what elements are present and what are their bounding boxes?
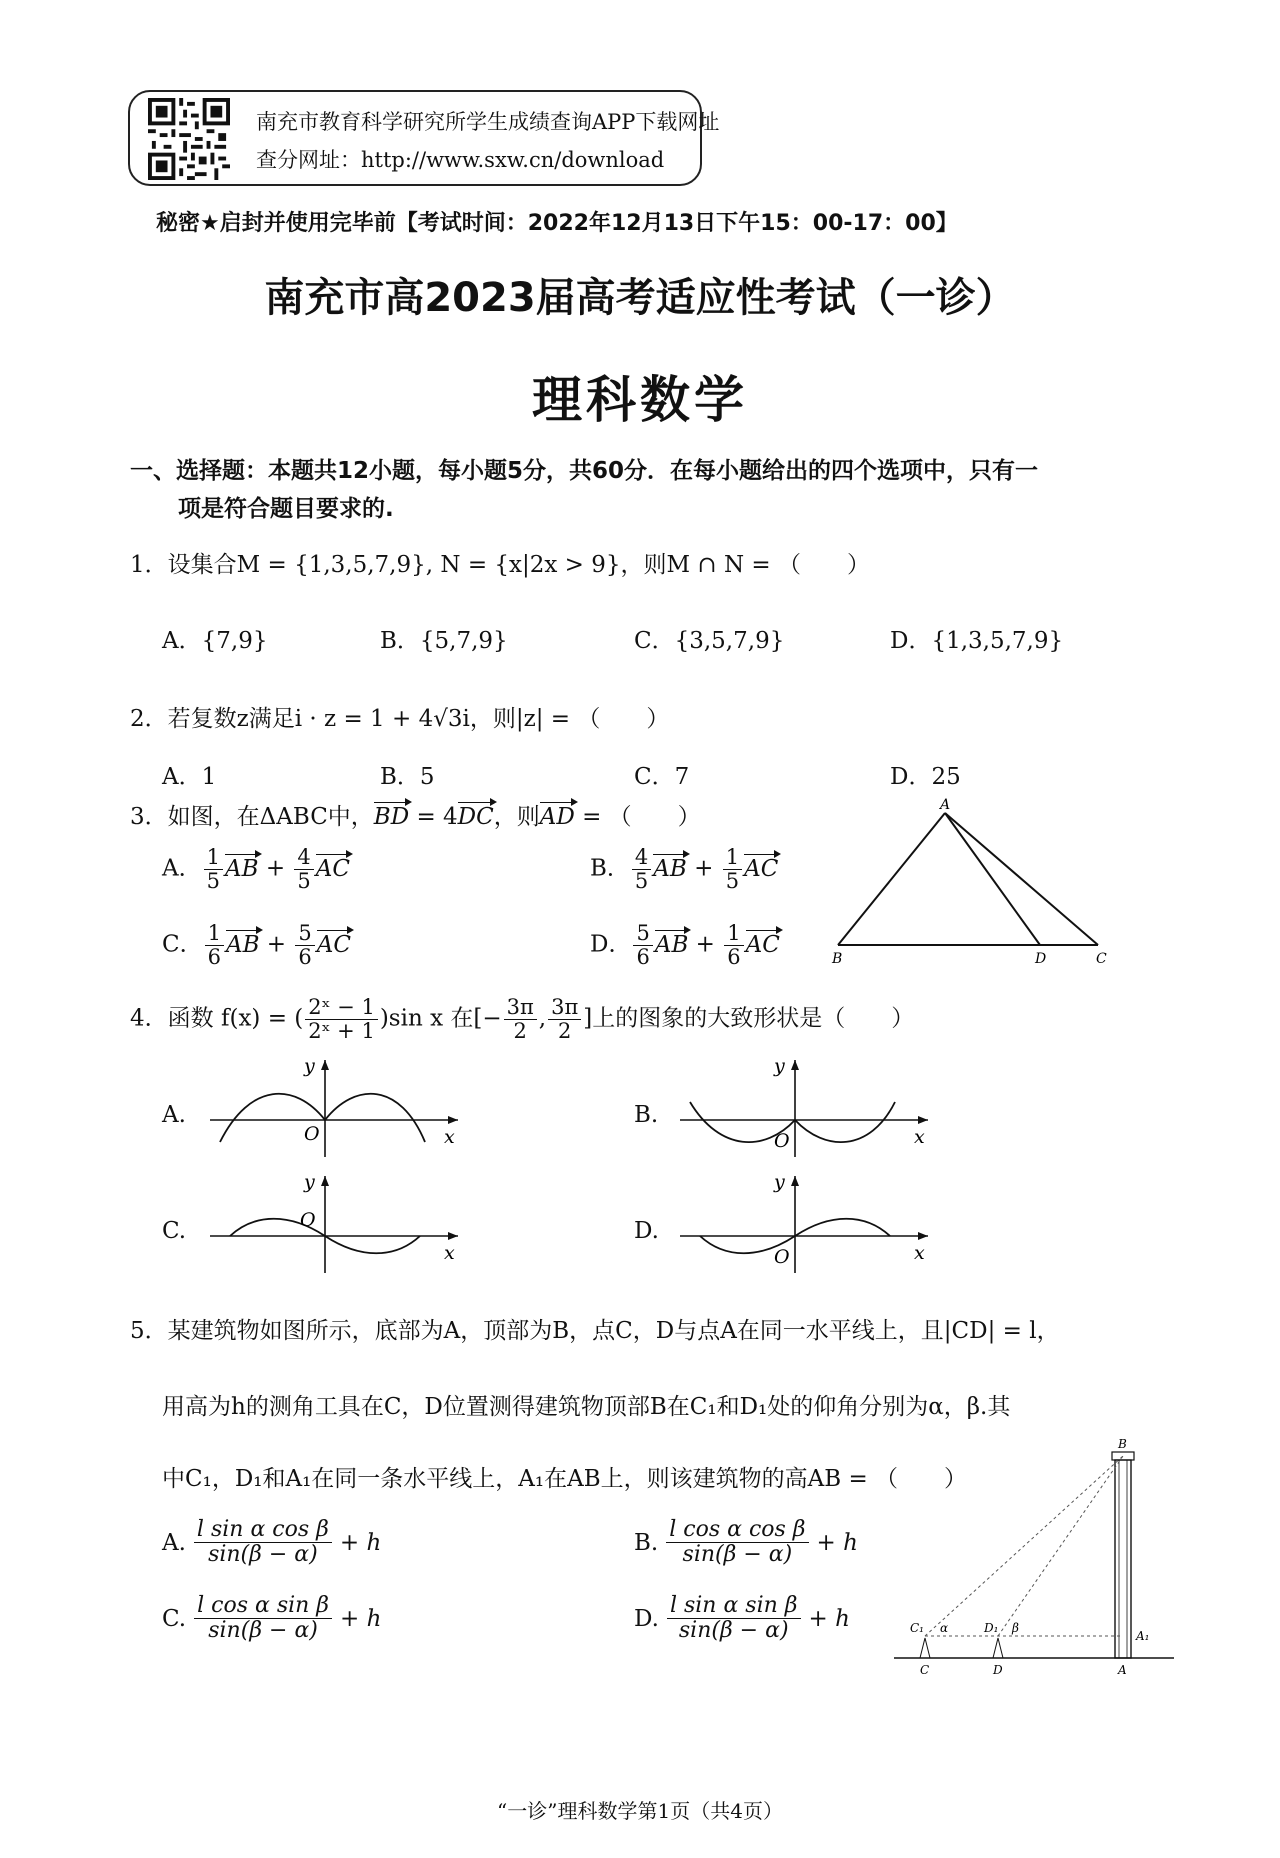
frac-den: 2ˣ + 1 — [308, 1019, 375, 1044]
curve — [220, 1094, 425, 1142]
building-figure — [890, 1436, 1180, 1686]
q3-option-b: B． $\frac{4}{5}$ AB + $\frac{1}{5}$ AC — [590, 845, 779, 894]
frac-num: 3π — [504, 996, 537, 1020]
frac-den: sin(β − α) — [682, 1542, 793, 1568]
frac-num: 4 — [294, 846, 313, 870]
label-d1: D₁ — [984, 1621, 999, 1635]
question-text-part: , — [538, 1005, 547, 1032]
question-1 — [130, 546, 870, 579]
frac-num: 1 — [724, 922, 743, 946]
coef-fraction — [723, 846, 742, 893]
q5-option-c — [162, 1594, 381, 1643]
q1-option-c: C．{3,5,7,9} — [634, 628, 785, 654]
question-number: 3． — [130, 804, 168, 830]
header-url-line: 查分网址：http://www.sxw.cn/download — [256, 148, 665, 172]
tool-at-d — [993, 1638, 1003, 1658]
question-number: 4． — [130, 1005, 168, 1032]
q4-graph-c — [200, 1168, 470, 1278]
y-axis-arrow — [321, 1060, 329, 1070]
option-letter: A. — [162, 1529, 186, 1556]
origin-label: O — [300, 1209, 316, 1231]
y-label: y — [774, 1171, 785, 1193]
option-letter: D． — [590, 931, 632, 958]
label-a: A — [940, 797, 951, 813]
q3-option-a: A． $\frac{1}{5}$ AB + $\frac{4}{5}$ AC — [162, 845, 351, 894]
option-tail: + h — [340, 1605, 382, 1632]
exam-title: 南充市高2023届高考适应性考试（一诊） — [264, 275, 1016, 321]
segment-ad — [945, 813, 1040, 945]
vector-ac: AC — [745, 931, 780, 958]
question-text: 某建筑物如图所示，底部为A，顶部为B，点C，D与点A在同一水平线上，且|CD| = l， — [167, 1318, 1060, 1344]
option-letter: C. — [162, 1605, 187, 1632]
vector-dc: DC — [457, 804, 494, 830]
y-axis-arrow — [321, 1176, 329, 1186]
coef-fraction — [633, 922, 652, 969]
label-c: C — [1096, 951, 1107, 965]
x-label: x — [914, 1126, 925, 1148]
coef-fraction — [204, 846, 223, 893]
label-c1: C₁ — [910, 1621, 924, 1635]
option-tail: + h — [339, 1529, 382, 1556]
triangle-figure — [820, 795, 1110, 965]
label-a: A — [1118, 1663, 1127, 1677]
answer-fraction — [194, 1518, 332, 1567]
q4-graph-d — [670, 1168, 940, 1278]
q4-option-a-label: A. — [162, 1102, 186, 1128]
segment-ac — [945, 813, 1098, 945]
x-label: x — [444, 1242, 455, 1264]
frac-num: 1 — [205, 922, 224, 946]
q5-option-a — [162, 1518, 381, 1567]
question-text-part: ]上的图象的大致形状是（ ） — [583, 1005, 915, 1032]
frac-den: sin(β − α) — [208, 1618, 318, 1644]
section-heading-line2: 项是符合题目要求的. — [178, 496, 394, 522]
frac-den: 5 — [206, 869, 220, 894]
frac-num: 5 — [633, 922, 652, 946]
q2-option-c: C．7 — [634, 764, 690, 790]
q5-option-b — [634, 1518, 858, 1567]
coef-fraction — [632, 846, 651, 893]
frac-den: 2 — [513, 1019, 527, 1044]
q4-graph-b — [670, 1052, 940, 1162]
x-label: x — [914, 1242, 925, 1264]
frac-den: 6 — [207, 945, 221, 970]
label-c: C — [920, 1663, 930, 1677]
question-5-line1 — [130, 1312, 1060, 1345]
frac-den: sin(β − α) — [678, 1618, 789, 1644]
q5-option-d — [634, 1594, 850, 1643]
q4-option-c-label: C. — [162, 1218, 187, 1244]
frac-den: sin(β − α) — [208, 1542, 318, 1568]
frac-num: l cos α sin β — [194, 1594, 332, 1619]
vector-ad: AD — [539, 804, 575, 830]
q4-option-d-label: D. — [634, 1218, 659, 1244]
y-axis-arrow — [791, 1060, 799, 1070]
frac-num: l sin α cos β — [194, 1518, 332, 1543]
range-fraction — [548, 996, 581, 1043]
question-text-part: ，则 — [493, 804, 540, 830]
q2-option-a: A．1 — [162, 764, 217, 790]
q3-option-d: D． $\frac{5}{6}$ AB + $\frac{1}{6}$ AC — [590, 921, 780, 970]
question-5-line2: 用高为h的测角工具在C，D位置测得建筑物顶部B在C₁和D₁处的仰角分别为α，β.其 — [162, 1394, 1011, 1420]
q1-option-b: B．{5,7,9} — [380, 628, 508, 654]
segment-ab — [838, 813, 945, 945]
question-number: 2． — [130, 706, 168, 732]
vector-ac: AC — [744, 855, 779, 882]
question-text-part: = 4 — [409, 804, 458, 830]
origin-label: O — [774, 1130, 790, 1152]
x-axis-arrow — [918, 1116, 928, 1124]
option-letter: C． — [162, 931, 203, 958]
section-heading-line1: 一、选择题：本题共12小题，每小题5分，共60分．在每小题给出的四个选项中，只有一 — [130, 458, 1039, 484]
label-a1: A₁ — [1136, 1629, 1150, 1643]
frac-num: 3π — [548, 996, 581, 1020]
origin-label: O — [304, 1123, 320, 1145]
vector-ab: AB — [654, 931, 689, 958]
question-number: 1． — [130, 552, 168, 578]
x-axis-arrow — [448, 1232, 458, 1240]
label-beta: β — [1012, 1621, 1019, 1635]
question-5-line3: 中C₁，D₁和A₁在同一条水平线上，A₁在AB上，则该建筑物的高AB = （ ） — [162, 1466, 968, 1492]
coef-fraction — [205, 922, 224, 969]
frac-den: 5 — [297, 869, 311, 894]
header-info-box — [128, 90, 720, 186]
frac-den: 6 — [727, 945, 741, 970]
function-fraction — [305, 996, 378, 1043]
q2-option-d: D．25 — [890, 764, 961, 790]
frac-den: 5 — [634, 869, 649, 894]
sightline-d1 — [998, 1456, 1123, 1636]
vector-ab: AB — [225, 931, 260, 958]
frac-num: 1 — [723, 846, 742, 870]
question-2 — [130, 700, 669, 733]
answer-fraction — [666, 1518, 808, 1567]
header-app-line: 南充市教育科学研究所学生成绩查询APP下载网址 — [256, 110, 720, 134]
label-d: D — [1035, 951, 1047, 965]
qr-code-icon — [148, 98, 230, 180]
option-letter: D. — [634, 1605, 659, 1632]
tool-at-c — [920, 1638, 930, 1658]
option-letter: B. — [634, 1529, 659, 1556]
q3-option-c: C． $\frac{1}{6}$ AB + $\frac{5}{6}$ AC — [162, 921, 351, 970]
coef-fraction — [294, 846, 313, 893]
option-tail: + h — [808, 1605, 850, 1632]
question-3 — [130, 798, 701, 831]
origin-label: O — [774, 1246, 790, 1268]
y-label: y — [774, 1055, 785, 1077]
vector-bd: BD — [373, 804, 410, 830]
coef-fraction — [295, 922, 314, 969]
question-text: 函数 f(x) = ( — [167, 1005, 304, 1032]
page-footer: “一诊”理科数学第1页（共4页） — [497, 1799, 783, 1823]
question-text: 如图，在ΔABC中， — [167, 804, 374, 830]
x-label: x — [444, 1126, 455, 1148]
frac-den: 2 — [558, 1019, 572, 1044]
label-b: B — [1118, 1437, 1127, 1451]
q2-option-b: B．5 — [380, 764, 435, 790]
frac-den: 5 — [725, 869, 740, 894]
frac-num: l cos α cos β — [666, 1518, 808, 1543]
q4-graph-a — [200, 1052, 470, 1162]
question-text: 设集合M = {1,3,5,7,9}, N = {x|2x > 9}，则M ∩ N = （ ） — [167, 552, 870, 578]
vector-ac: AC — [316, 931, 351, 958]
y-label: y — [304, 1171, 315, 1193]
label-b: B — [832, 951, 843, 965]
x-axis-arrow — [448, 1116, 458, 1124]
label-alpha: α — [940, 1621, 949, 1635]
question-text-part: = （ ） — [574, 804, 701, 830]
vector-ac: AC — [315, 855, 351, 882]
x-axis-arrow — [918, 1232, 928, 1240]
label-d: D — [993, 1663, 1003, 1677]
curve — [690, 1102, 895, 1142]
range-fraction — [504, 996, 537, 1043]
sightline-c1 — [925, 1456, 1123, 1636]
exam-time-line: 秘密★启封并使用完毕前【考试时间：2022年12月13日下午15：00-17：00】 — [156, 211, 958, 236]
option-letter: A． — [162, 855, 202, 882]
frac-num: l sin α sin β — [667, 1594, 801, 1619]
vector-ab: AB — [225, 855, 259, 882]
coef-fraction — [724, 922, 743, 969]
subject-title: 理科数学 — [532, 371, 748, 429]
answer-fraction — [194, 1594, 332, 1643]
option-letter: B． — [590, 855, 630, 882]
answer-fraction — [667, 1594, 801, 1643]
question-number: 5． — [130, 1318, 168, 1344]
y-axis-arrow — [791, 1176, 799, 1186]
option-tail: + h — [816, 1529, 858, 1556]
frac-num: 5 — [295, 922, 314, 946]
question-text-part: )sin x 在[− — [379, 1005, 502, 1032]
frac-den: 6 — [636, 945, 650, 970]
q1-option-d: D．{1,3,5,7,9} — [890, 628, 1064, 654]
frac-num: 2ˣ − 1 — [305, 996, 378, 1020]
frac-num: 1 — [204, 846, 223, 870]
question-4 — [130, 996, 914, 1043]
question-text: 若复数z满足i · z = 1 + 4√3i，则|z| = （ ） — [167, 706, 670, 732]
q4-option-b-label: B. — [634, 1102, 659, 1128]
q1-option-a: A．{7,9} — [162, 628, 268, 654]
frac-den: 6 — [298, 945, 312, 970]
frac-num: 4 — [632, 846, 651, 870]
building — [1115, 1460, 1131, 1658]
vector-ab: AB — [653, 855, 687, 882]
y-label: y — [304, 1055, 315, 1077]
